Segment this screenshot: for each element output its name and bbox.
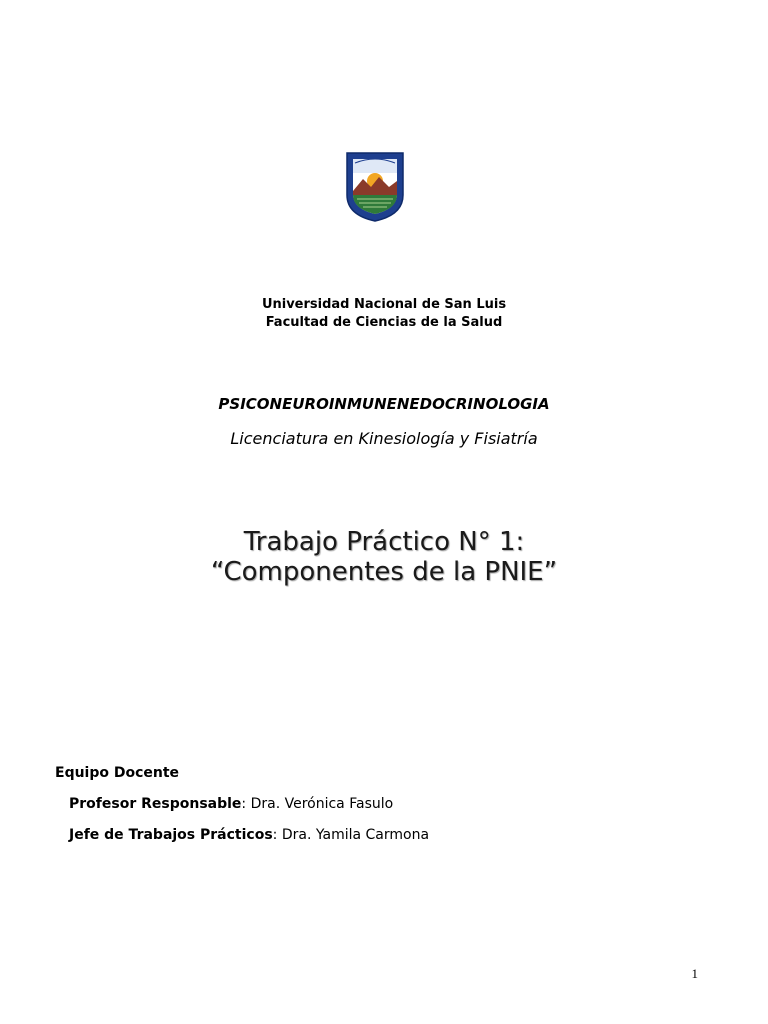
team-member-name: Dra. Verónica Fasulo bbox=[250, 796, 394, 812]
degree-name: Licenciatura en Kinesiología y Fisiatría bbox=[230, 429, 538, 448]
team-member-separator: : bbox=[241, 796, 251, 812]
university-logo-icon bbox=[345, 151, 405, 223]
team-member-role: Profesor Responsable bbox=[69, 796, 242, 812]
faculty-name: Facultad de Ciencias de la Salud bbox=[265, 315, 503, 330]
assignment-title-line1: Trabajo Práctico N° 1: bbox=[243, 527, 525, 557]
team-member-role: Jefe de Trabajos Prácticos bbox=[69, 827, 273, 843]
team-member-name: Dra. Yamila Carmona bbox=[281, 827, 430, 843]
team-member-row bbox=[69, 795, 429, 813]
page-number: 1 bbox=[691, 966, 698, 981]
assignment-title bbox=[0, 527, 768, 587]
institution-header bbox=[0, 296, 768, 332]
teaching-team-heading: Equipo Docente bbox=[55, 765, 180, 781]
university-name: Universidad Nacional de San Luis bbox=[261, 297, 507, 312]
assignment-title-line2: “Componentes de la PNIE” bbox=[210, 557, 558, 587]
teaching-team bbox=[55, 764, 429, 844]
team-member-separator: : bbox=[272, 827, 282, 843]
team-member-row bbox=[69, 826, 429, 844]
course-name: PSICONEUROINMUNENEDOCRINOLOGIA bbox=[218, 395, 550, 413]
